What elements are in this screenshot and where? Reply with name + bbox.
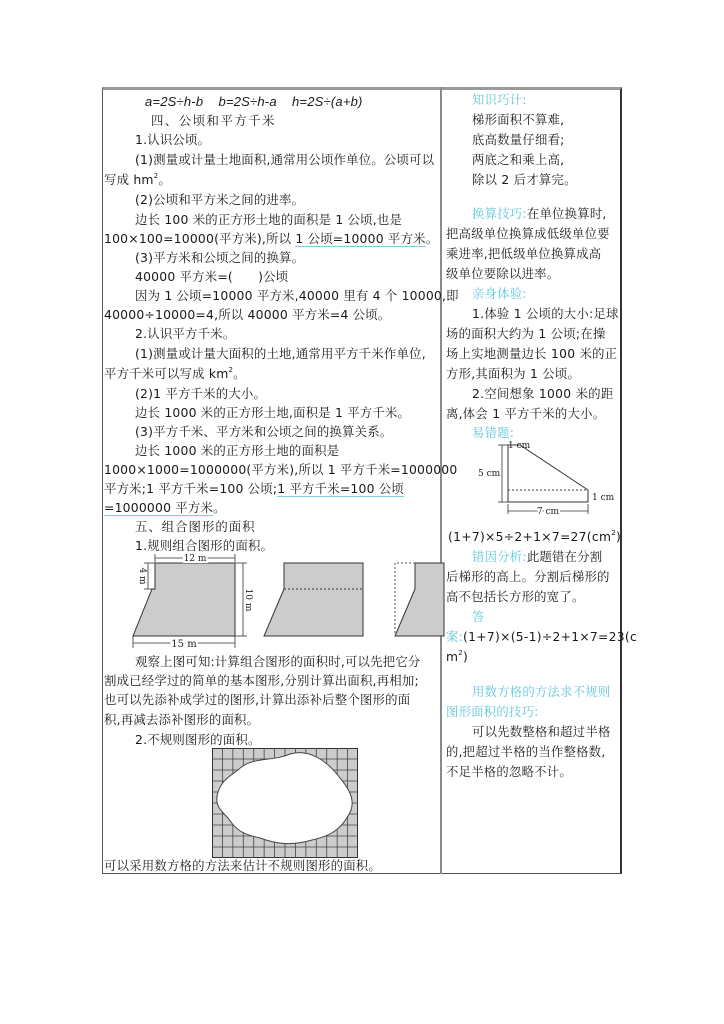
text: 此题错在分割 xyxy=(526,550,603,564)
label-left: 5 cm xyxy=(478,469,501,479)
text: 。 xyxy=(213,500,226,515)
tip-line: 不足半格的忽略不计。 xyxy=(446,765,572,779)
paragraph xyxy=(104,479,404,498)
paragraph: 40000 平方米=( )公顷 xyxy=(135,269,289,284)
label-right: 1 cm xyxy=(592,493,615,503)
tip-line: 2.空间想象 1000 米的距 xyxy=(472,387,614,401)
paragraph: 40000÷10000=4,所以 40000 平方米=4 公顷。 xyxy=(104,307,391,322)
text: (1+7)×5÷2+1×7=27(cm xyxy=(448,530,612,544)
column-divider xyxy=(440,87,442,874)
tip-line: 两底之和乘上高, xyxy=(472,153,565,167)
tip-line: 的,把超过半格的当作整格数, xyxy=(446,745,606,759)
text: ) xyxy=(463,650,469,664)
label-bottom: 15 m xyxy=(171,639,197,650)
formula-a: a=2S÷h-b xyxy=(145,94,204,109)
text: (1+7)×(5-1)÷2+1×7=23(c xyxy=(463,630,638,644)
tip-line: 可以先数整格和超过半格 xyxy=(472,725,611,739)
paragraph: 边长 1000 米的正方形土地的面积是 xyxy=(135,443,340,458)
superscript: 2 xyxy=(153,172,159,180)
text: 。 xyxy=(425,231,439,246)
paragraph: 积,再减去添补图形的面积。 xyxy=(104,712,260,727)
paragraph xyxy=(104,170,171,189)
error-analysis xyxy=(446,548,602,568)
label-top: 1 cm xyxy=(508,441,531,451)
tip-line: 方形,其面积为 1 公顷。 xyxy=(446,367,581,381)
tip-line: 除以 2 后才算完。 xyxy=(472,173,577,187)
paragraph: 观察上图可知:计算组合图形的面积时,可以先把它分 xyxy=(135,654,421,669)
tip-line: 后梯形的高上。分割后梯形的 xyxy=(446,570,610,584)
paragraph xyxy=(104,498,226,517)
subsection-regular-title: 1.规则组合图形的面积。 xyxy=(135,538,274,553)
label-top: 12 m xyxy=(183,554,207,564)
subsection-sqkm-title: 2.认识平方千米。 xyxy=(135,326,236,341)
tip-title-error-prone: 易错题: xyxy=(472,426,515,440)
paragraph: 1000×1000=1000000(平方米),所以 1 平方千米=1000000 xyxy=(104,462,458,477)
answer-title-end: 案: xyxy=(446,630,464,644)
paragraph: 因为 1 公顷=10000 平方米,40000 里有 4 个 10000,即 xyxy=(135,288,459,303)
section-4-title: 四、公顷和平方千米 xyxy=(151,113,277,128)
answer-title: 答 xyxy=(472,610,485,624)
highlighted-text: =1000000 平方米 xyxy=(104,500,214,515)
answer-solution-cont xyxy=(446,648,468,668)
error-problem-figure xyxy=(460,440,620,528)
subsection-irregular-title: 2.不规则图形的面积。 xyxy=(135,732,261,747)
tip-line: 离,体会 1 平方千米的大小。 xyxy=(446,407,606,421)
text: 在单位换算时, xyxy=(526,207,607,221)
text: 100×100=10000(平方米),所以 xyxy=(104,231,296,246)
sidebar-notes xyxy=(444,90,638,872)
paragraph: (2)1 平方千米的大小。 xyxy=(135,386,267,401)
paragraph: (2)公顷和平方米之间的进率。 xyxy=(135,192,305,207)
tip-line: 场的面积大约为 1 公顷;在操 xyxy=(446,327,606,341)
tip-title-analysis: 错因分析: xyxy=(472,550,527,564)
text: ) xyxy=(616,530,622,544)
section-5-title: 五、组合图形的面积 xyxy=(135,519,256,534)
tip-title-grid-cont: 图形面积的技巧: xyxy=(446,705,539,719)
formula-b: b=2S÷h-a xyxy=(218,94,277,109)
tip-line: 级单位要除以进率。 xyxy=(446,267,560,281)
trapezoid-shape xyxy=(508,445,588,502)
label-bottom: 7 cm xyxy=(536,507,560,517)
superscript: 2 xyxy=(458,649,464,657)
tip-title-memory: 知识巧计: xyxy=(472,93,527,107)
tip-title-experience: 亲身体验: xyxy=(472,287,527,301)
superscript: 2 xyxy=(611,529,617,537)
text: m xyxy=(446,650,459,664)
paragraph xyxy=(104,229,438,248)
tip-line: 场上实地测量边长 100 米的正 xyxy=(446,347,618,361)
text: 。 xyxy=(158,172,171,187)
paragraph: 可以采用数方格的方法来估计不规则图形的面积。 xyxy=(104,858,381,873)
irregular-shape-grid xyxy=(212,748,358,858)
paragraph: 边长 1000 米的正方形土地,面积是 1 平方千米。 xyxy=(135,405,411,420)
highlighted-text: 1 平方千米=100 公顷 xyxy=(277,481,405,496)
text: 。 xyxy=(233,366,246,381)
superscript: 2 xyxy=(228,366,234,374)
tip-line: 把高级单位换算成低级单位要 xyxy=(446,227,610,241)
tip-title-grid: 用数方格的方法求不规则 xyxy=(472,685,611,699)
formula-h: h=2S÷(a+b) xyxy=(292,94,363,109)
paragraph: 割成已经学过的简单的基本图形,分别计算出面积,再相加; xyxy=(104,673,419,688)
fill-in-shape xyxy=(395,563,444,636)
highlighted-text: 1 公顷=10000 平方米 xyxy=(295,231,426,246)
main-column xyxy=(104,90,459,873)
label-left: 4 m xyxy=(137,567,147,585)
paragraph xyxy=(104,364,246,383)
trapezoid-formulas xyxy=(104,92,363,111)
text: 写成 hm xyxy=(104,172,154,187)
paragraph: (1)测量或计量大面积的土地,通常用平方千米作单位, xyxy=(135,346,426,361)
composite-shape-figures xyxy=(104,554,440,652)
paragraph: (1)测量或计量土地面积,通常用公顷作单位。公顷可以 xyxy=(135,152,435,167)
tip-line: 高不包括长方形的宽了。 xyxy=(446,590,585,604)
paragraph: (3)平方米和公顷之间的换算。 xyxy=(135,250,305,265)
subsection-hectare-title: 1.认识公顷。 xyxy=(135,132,211,147)
paragraph: 边长 100 米的正方形土地的面积是 1 公顷,也是 xyxy=(135,212,403,227)
tip-conversion xyxy=(446,205,607,225)
wrong-solution xyxy=(446,528,621,548)
tip-line: 底高数量仔细看; xyxy=(472,133,565,147)
tip-title-conversion: 换算技巧: xyxy=(472,207,527,221)
text: 平方米;1 平方千米=100 公顷; xyxy=(104,481,278,496)
tip-line: 乘进率,把低级单位换算成高 xyxy=(446,247,602,261)
tip-line: 1.体验 1 公顷的大小:足球 xyxy=(472,307,619,321)
label-right: 10 m xyxy=(243,588,253,612)
paragraph: 也可以先添补成学过的图形,计算出添补后整个图形的面 xyxy=(104,692,411,707)
split-shape xyxy=(264,563,363,636)
answer-solution xyxy=(446,628,637,648)
paragraph: (3)平方千米、平方米和公顷之间的换算关系。 xyxy=(135,424,393,439)
tip-line: 梯形面积不算难, xyxy=(472,113,565,127)
text: 平方千米可以写成 km xyxy=(104,366,229,381)
